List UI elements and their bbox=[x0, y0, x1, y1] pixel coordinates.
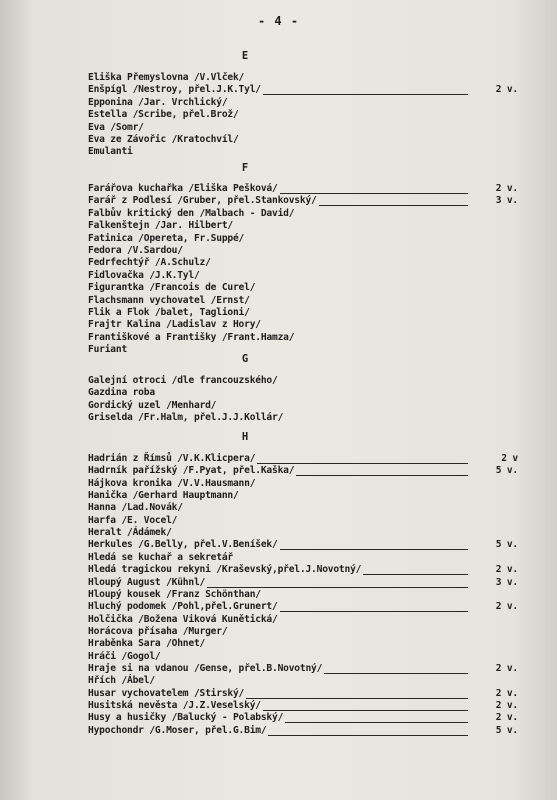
volume-count: 2 v. bbox=[495, 700, 518, 711]
volume-count: 5 v. bbox=[495, 724, 518, 736]
catalog-entry bbox=[88, 663, 518, 675]
leader-rule bbox=[207, 587, 468, 588]
entry-title: Husy a husičky /Balucký - Polabský/ bbox=[88, 712, 284, 724]
catalog-entry bbox=[88, 515, 518, 527]
catalog-entry bbox=[88, 688, 518, 700]
entry-title: Hledá se kuchař a sekretář bbox=[88, 551, 233, 563]
catalog-entry bbox=[88, 208, 518, 220]
catalog-entry bbox=[88, 412, 518, 424]
volume-count: 2 v. bbox=[495, 183, 518, 194]
volume-count: 2 v. bbox=[495, 687, 518, 699]
entry-title: Hloupý kousek /Franz Schönthan/ bbox=[88, 588, 261, 600]
entry-title: Hluchý podomek /Pohl,přel.Grunert/ bbox=[88, 601, 278, 613]
catalog-entry bbox=[88, 552, 518, 564]
catalog-entry bbox=[88, 233, 518, 245]
catalog-entry bbox=[88, 220, 518, 232]
leader-rule bbox=[280, 611, 468, 612]
catalog-entry bbox=[88, 97, 518, 109]
entry-title: Hadrián z Římsů /V.K.Klicpera/ bbox=[88, 453, 256, 464]
entry-title: Fedora /V.Sardou/ bbox=[88, 245, 183, 256]
volume-count: 2 v. bbox=[495, 601, 518, 613]
catalog-entry bbox=[88, 490, 518, 502]
catalog-entry bbox=[88, 502, 518, 514]
entry-title: Husitská nevěsta /J.Z.Veselský/ bbox=[88, 700, 261, 711]
catalog-entry bbox=[88, 700, 518, 712]
page-number: - 4 - bbox=[257, 14, 300, 28]
entry-title: Hloupý August /Kühnl/ bbox=[88, 576, 206, 588]
entry-title: Hraje si na vdanou /Gense, přel.B.Novotný/ bbox=[88, 662, 323, 674]
catalog-entry bbox=[88, 638, 518, 650]
volume-count: 5 v. bbox=[495, 539, 518, 551]
entry-title: Furiant bbox=[88, 344, 128, 356]
entry-title: Hadrník pařížský /F.Pyat, přel.Kaška/ bbox=[88, 465, 295, 477]
entry-title: Frajtr Kalina /Ladislav z Hory/ bbox=[88, 319, 261, 331]
entry-title: Holčička /Božena Viková Kunětická/ bbox=[88, 613, 278, 625]
entry-title: Hypochondr /G.Moser, přel.G.Bim/ bbox=[88, 724, 267, 736]
leader-rule bbox=[280, 193, 468, 194]
entry-title: Emulanti bbox=[88, 146, 133, 158]
entry-title: Hledá tragickou rekyni /Kraševský,přel.J.Novotný/ bbox=[88, 564, 362, 576]
catalog-entry bbox=[88, 270, 518, 282]
volume-count: 2 v bbox=[501, 453, 518, 464]
catalog-entry bbox=[88, 626, 518, 638]
entry-title: Fatinica /Opereta, Fr.Suppé/ bbox=[88, 232, 245, 244]
entry-title: Hanna /Lad.Novák/ bbox=[88, 502, 183, 514]
catalog-entry bbox=[88, 400, 518, 412]
entry-title: Fidlovačka /J.K.Tyl/ bbox=[88, 269, 200, 281]
catalog-entry bbox=[88, 527, 518, 539]
catalog-entry bbox=[88, 614, 518, 626]
catalog-entry bbox=[88, 195, 518, 207]
catalog-entry bbox=[88, 183, 518, 195]
catalog-entry bbox=[88, 589, 518, 601]
catalog-entry bbox=[88, 122, 518, 134]
catalog-entry bbox=[88, 146, 518, 158]
catalog-entry bbox=[88, 675, 518, 687]
entry-title: Hraběnka Sara /Ohnet/ bbox=[88, 638, 206, 650]
entry-title: Hájkova kronika /V.V.Hausmann/ bbox=[88, 477, 256, 489]
section-letter: H bbox=[241, 431, 249, 443]
leader-rule bbox=[363, 574, 468, 575]
entry-title: Eliška Přemyslovna /V.Vlček/ bbox=[88, 72, 245, 83]
volume-count: 3 v. bbox=[495, 576, 518, 588]
catalog-entry bbox=[88, 307, 518, 319]
entry-title: Husar vychovatelem /Stirský/ bbox=[88, 687, 245, 699]
entry-title: Enšpígl /Nestroy, přel.J.K.Tyl/ bbox=[88, 84, 261, 96]
section-letter: E bbox=[241, 50, 249, 62]
entry-title: Falbův kritický den /Malbach - David/ bbox=[88, 207, 295, 219]
catalog-entry bbox=[88, 577, 518, 589]
volume-count: 2 v. bbox=[495, 712, 518, 724]
volume-count: 3 v. bbox=[495, 195, 518, 207]
entry-title: Františkové a Františky /Frant.Hamza/ bbox=[88, 331, 295, 343]
catalog-entry bbox=[88, 84, 518, 96]
entry-title: Harfa /E. Vocel/ bbox=[88, 514, 178, 526]
catalog-entry bbox=[88, 375, 518, 387]
catalog-entry bbox=[88, 564, 518, 576]
entry-title: Hřích /Ábel/ bbox=[88, 675, 155, 687]
volume-count: 2 v. bbox=[495, 662, 518, 674]
entry-title: Estella /Scribe, přel.Brož/ bbox=[88, 109, 239, 121]
leader-rule bbox=[324, 673, 468, 674]
entry-title: Flachsmann vychovatel /Ernst/ bbox=[88, 294, 250, 306]
entry-title: Herkules /G.Belly, přel.V.Beníšek/ bbox=[88, 539, 278, 551]
leader-rule bbox=[257, 463, 468, 464]
leader-rule bbox=[268, 735, 468, 736]
volume-count: 2 v. bbox=[495, 564, 518, 576]
catalog-entry bbox=[88, 453, 518, 465]
catalog-entry bbox=[88, 332, 518, 344]
catalog-entry bbox=[88, 109, 518, 121]
volume-count: 5 v. bbox=[495, 465, 518, 477]
section-letter: F bbox=[241, 162, 249, 174]
entry-title: Hanička /Gerhard Hauptmann/ bbox=[88, 490, 239, 502]
entry-title: Eva ze Závořic /Kratochvíl/ bbox=[88, 134, 239, 145]
leader-rule bbox=[285, 722, 468, 723]
catalog-entry bbox=[88, 282, 518, 294]
leader-rule bbox=[296, 475, 468, 476]
entry-title: Eva /Somr/ bbox=[88, 121, 144, 133]
leader-rule bbox=[246, 698, 468, 699]
section-letter: G bbox=[241, 353, 249, 365]
entry-title: Epponina /Jar. Vrchlický/ bbox=[88, 96, 228, 108]
catalog-entry bbox=[88, 387, 518, 399]
entry-title: Fedrfechtýř /A.Schulz/ bbox=[88, 257, 211, 269]
entry-title: Griselda /Fr.Halm, přel.J.J.Kollár/ bbox=[88, 412, 284, 424]
leader-rule bbox=[319, 205, 468, 206]
catalog-entry bbox=[88, 134, 518, 146]
entry-title: Heralt /Ádámek/ bbox=[88, 527, 172, 539]
entry-title: Gazdina roba bbox=[88, 387, 155, 399]
entry-title: Flik a Flok /balet, Taglioni/ bbox=[88, 307, 250, 318]
entry-title: Gordický uzel /Menhard/ bbox=[88, 399, 217, 411]
catalog-entry bbox=[88, 712, 518, 724]
catalog-entry bbox=[88, 651, 518, 663]
catalog-entry bbox=[88, 539, 518, 551]
entry-title: Farář z Podlesí /Gruber, přel.Stankovský/ bbox=[88, 195, 317, 207]
catalog-entry bbox=[88, 601, 518, 613]
entry-title: Figurantka /Francois de Curel/ bbox=[88, 282, 256, 294]
leader-rule bbox=[263, 94, 468, 95]
catalog-entry bbox=[88, 72, 518, 84]
catalog-entry bbox=[88, 478, 518, 490]
catalog-entry bbox=[88, 295, 518, 307]
entry-title: Hráči /Gogol/ bbox=[88, 650, 161, 662]
catalog-entry bbox=[88, 319, 518, 331]
leader-rule bbox=[280, 549, 468, 550]
catalog-entry bbox=[88, 725, 518, 737]
volume-count: 2 v. bbox=[495, 84, 518, 96]
catalog-entry bbox=[88, 245, 518, 257]
entry-title: Horácova přísaha /Murger/ bbox=[88, 625, 228, 637]
entry-title: Galejní otroci /dle francouzského/ bbox=[88, 375, 278, 386]
catalog-entry bbox=[88, 257, 518, 269]
catalog-entry bbox=[88, 465, 518, 477]
entry-title: Farářova kuchařka /Eliška Pešková/ bbox=[88, 183, 278, 194]
entry-title: Falkenštejn /Jar. Hilbert/ bbox=[88, 220, 233, 232]
leader-rule bbox=[263, 710, 468, 711]
